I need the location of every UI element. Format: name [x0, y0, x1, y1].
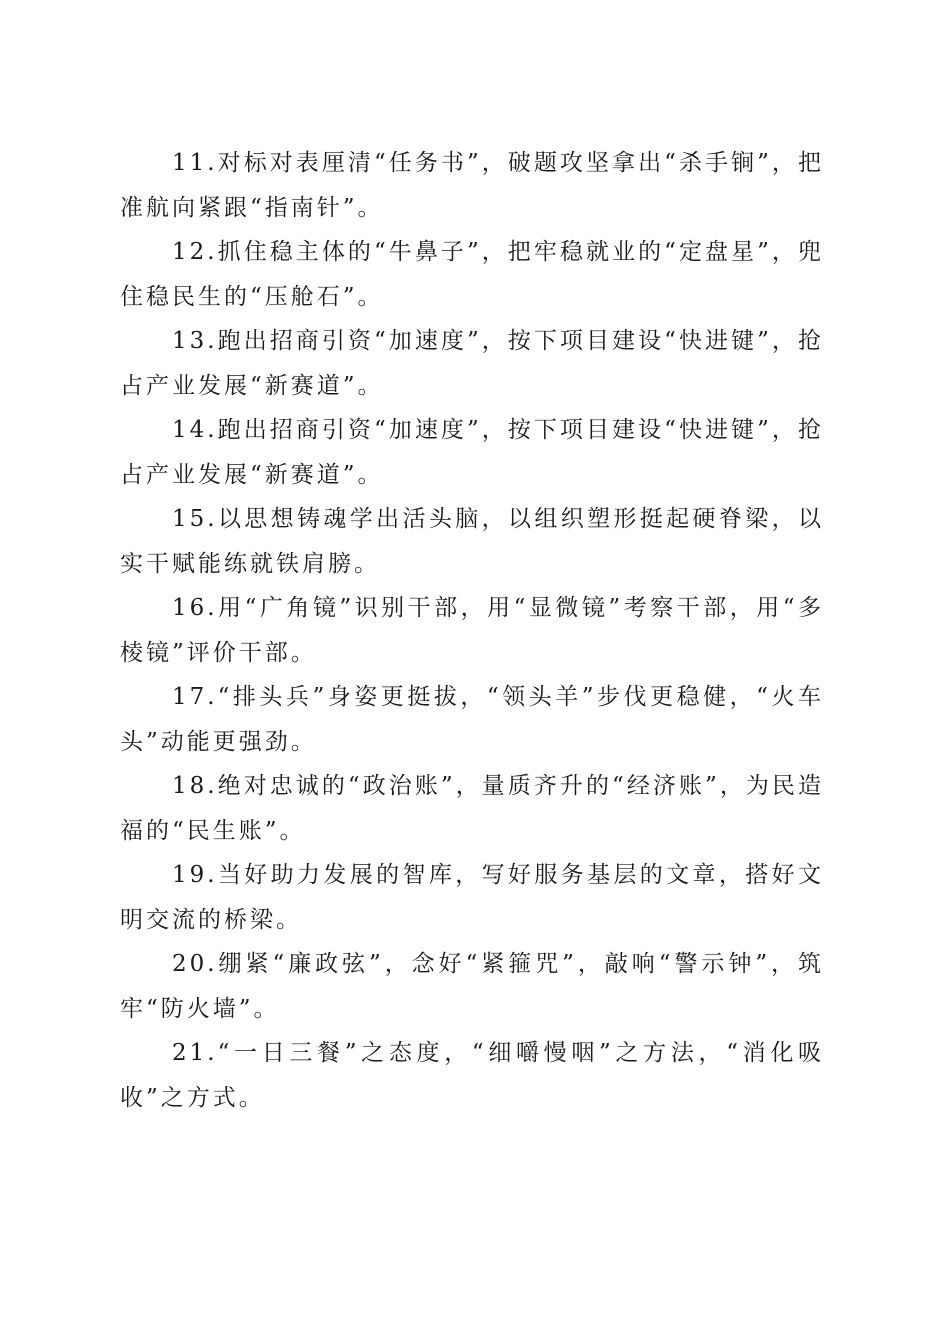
paragraph-12: 12.抓住稳主体的“牛鼻子”，把牢稳就业的“定盘星”，兜住稳民生的“压舱石”。 [120, 239, 824, 310]
paragraph-21: 21.“一日三餐”之态度，“细嚼慢咽”之方法，“消化吸收”之方式。 [120, 1040, 824, 1111]
paragraph-11: 11.对标对表厘清“任务书”，破题攻坚拿出“杀手锏”，把准航向紧跟“指南针”。 [120, 150, 824, 221]
document-body [120, 141, 824, 1120]
paragraph-16: 16.用“广角镜”识别干部，用“显微镜”考察干部，用“多棱镜”评价干部。 [120, 595, 824, 666]
paragraph-14: 14.跑出招商引资“加速度”，按下项目建设“快进键”，抢占产业发展“新赛道”。 [120, 417, 824, 488]
paragraph-18: 18.绝对忠诚的“政治账”，量质齐升的“经济账”，为民造福的“民生账”。 [120, 773, 824, 844]
paragraph-17: 17.“排头兵”身姿更挺拔，“领头羊”步伐更稳健，“火车头”动能更强劲。 [120, 684, 824, 755]
paragraph-15: 15.以思想铸魂学出活头脑，以组织塑形挺起硬脊梁，以实干赋能练就铁肩膀。 [120, 506, 824, 577]
paragraph-19: 19.当好助力发展的智库，写好服务基层的文章，搭好文明交流的桥梁。 [120, 862, 824, 933]
paragraph-13: 13.跑出招商引资“加速度”，按下项目建设“快进键”，抢占产业发展“新赛道”。 [120, 328, 824, 399]
paragraph-20: 20.绷紧“廉政弦”，念好“紧箍咒”，敲响“警示钟”，筑牢“防火墙”。 [120, 951, 824, 1022]
